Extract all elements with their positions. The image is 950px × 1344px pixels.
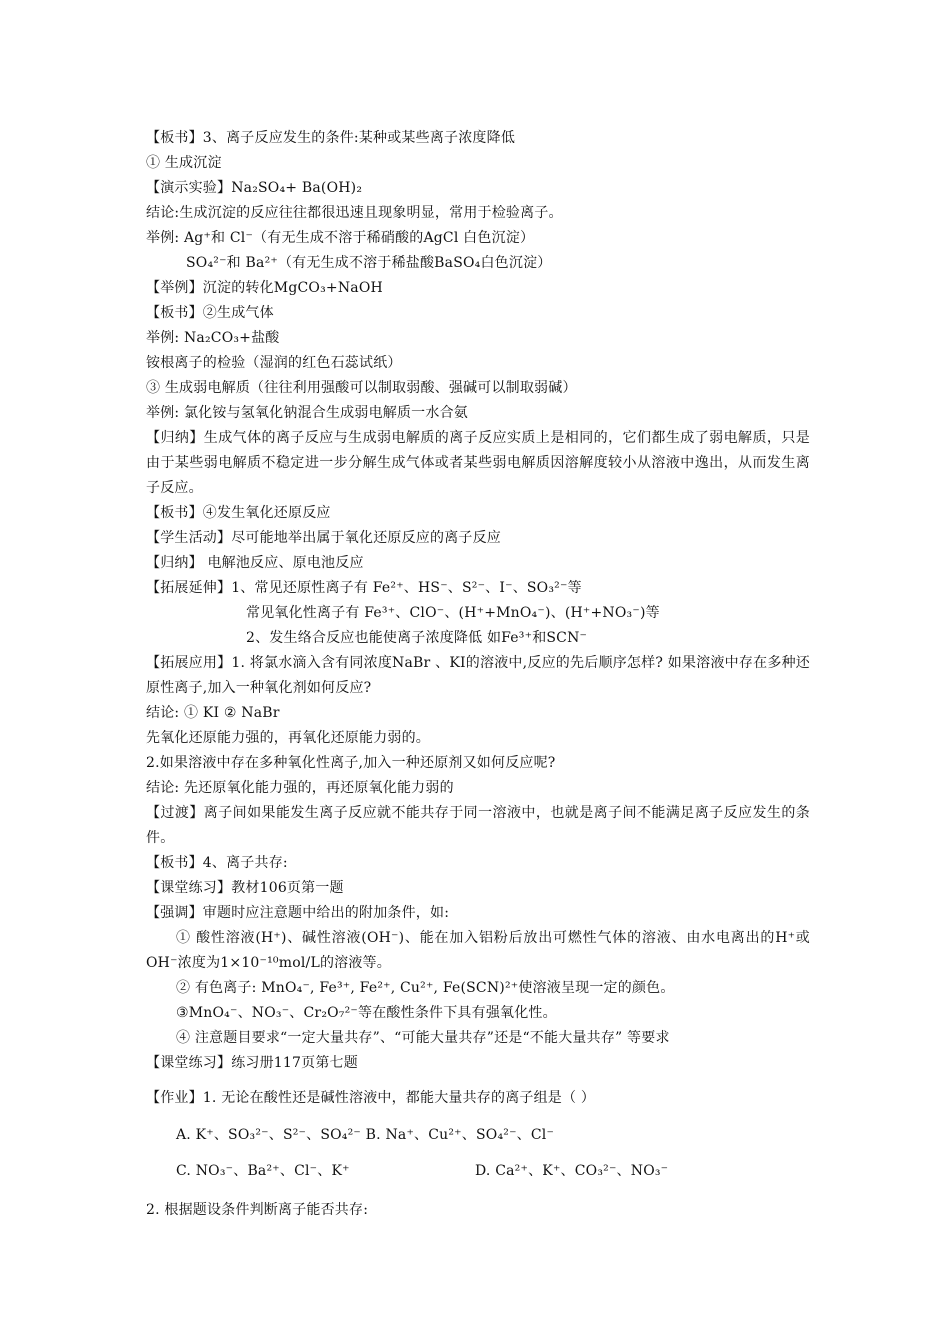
summary-paragraph: 【归纳】生成气体的离子反应与生成弱电解质的离子反应实质上是相同的，它们都生成了弱电解质，只是由于某些弱电解质不稳定进一步分解生成气体或者某些弱电解质因溶解度较小从溶液中逸出，从而发生离子反应。: [146, 430, 810, 496]
board-heading-4: 【板书】4、离子共存:: [146, 855, 288, 871]
board-heading-3: 【板书】3、离子反应发生的条件:某种或某些离子浓度降低: [146, 130, 516, 146]
example-line: 举例: Ag⁺和 Cl⁻（有无生成不溶于稀硝酸的AgCl 白色沉淀）: [146, 230, 535, 246]
extension-line: 常见氧化性离子有 Fe³⁺、ClO⁻、(H⁺+MnO₄⁻)、(H⁺+NO₃⁻)等: [246, 605, 660, 621]
text-line: 先氧化还原能力强的，再氧化还原能力弱的。: [146, 730, 430, 746]
demo-experiment: 【演示实验】Na₂SO₄+ Ba(OH)₂: [146, 180, 363, 196]
condition-paragraph: ① 酸性溶液(H⁺)、碱性溶液(OH⁻)、能在加入铝粉后放出可燃性气体的溶液、由水电离出的H⁺或OH⁻浓度为1×10⁻¹⁰mol/L的溶液等。: [146, 930, 810, 971]
example-heading: 【举例】沉淀的转化MgCO₃+NaOH: [146, 280, 383, 296]
summary-line: 【归纳】 电解池反应、原电池反应: [146, 555, 364, 571]
board-heading: 【板书】②生成气体: [146, 305, 274, 321]
text-line: 铵根离子的检验（湿润的红色石蕊试纸）: [146, 355, 402, 371]
option-d: D. Ca²⁺、K⁺、CO₃²⁻、NO₃⁻: [475, 1163, 669, 1179]
question-line: 2.如果溶液中存在多种氧化性离子,加入一种还原剂又如何反应呢?: [146, 755, 556, 771]
example-line: SO₄²⁻和 Ba²⁺（有无生成不溶于稀盐酸BaSO₄白色沉淀）: [186, 255, 552, 271]
conclusion-line: 结论:生成沉淀的反应往往都很迅速且现象明显，常用于检验离子。: [146, 205, 563, 221]
homework-question-2: 2. 根据题设条件判断离子能否共存:: [146, 1202, 369, 1218]
extension-line: 2、发生络合反应也能使离子浓度降低 如Fe³⁺和SCN⁻: [246, 630, 588, 646]
practice-line: 【课堂练习】教材106页第一题: [146, 880, 344, 896]
conclusion-line: 结论: 先还原氧化能力强的，再还原氧化能力弱的: [146, 780, 454, 796]
transition-paragraph: 【过渡】离子间如果能发生离子反应就不能共存于同一溶液中，也就是离子间不能满足离子反应发生的条件。: [146, 805, 810, 846]
board-heading: 【板书】④发生氧化还原反应: [146, 505, 331, 521]
option-c: C. NO₃⁻、Ba²⁺、Cl⁻、K⁺: [176, 1163, 350, 1179]
application-paragraph: 【拓展应用】1. 将氯水滴入含有同浓度NaBr 、KI的溶液中,反应的先后顺序怎样? 如果溶液中存在多种还原性离子,加入一种氧化剂如何反应?: [146, 655, 810, 696]
condition-line: ③MnO₄⁻、NO₃⁻、Cr₂O₇²⁻等在酸性条件下具有强氧化性。: [176, 1005, 557, 1021]
emphasis-line: 【强调】审题时应注意题中给出的附加条件，如:: [146, 905, 450, 921]
homework-question: 【作业】1. 无论在酸性还是碱性溶液中，都能大量共存的离子组是（ ）: [146, 1090, 596, 1106]
sub-point-weak-electrolyte: ③ 生成弱电解质（往往利用强酸可以制取弱酸、强碱可以制取弱碱）: [146, 380, 577, 396]
practice-line: 【课堂练习】练习册117页第七题: [146, 1055, 358, 1071]
example-line: 举例: Na₂CO₃+盐酸: [146, 330, 280, 346]
condition-line: ② 有色离子: MnO₄⁻, Fe³⁺, Fe²⁺, Cu²⁺, Fe(SCN)²⁺使溶液呈现一定的颜色。: [176, 980, 675, 996]
extension-line: 【拓展延伸】1、常见还原性离子有 Fe²⁺、HS⁻、S²⁻、I⁻、SO₃²⁻等: [146, 580, 582, 596]
option-line-ab: A. K⁺、SO₃²⁻、S²⁻、SO₄²⁻ B. Na⁺、Cu²⁺、SO₄²⁻、Cl⁻: [176, 1127, 555, 1143]
conclusion-line: 结论: ① KI ② NaBr: [146, 705, 280, 721]
condition-line: ④ 注意题目要求“一定大量共存”、“可能大量共存”还是“不能大量共存” 等要求: [176, 1030, 670, 1046]
sub-point-precipitate: ① 生成沉淀: [146, 155, 222, 171]
example-line: 举例: 氯化铵与氢氧化钠混合生成弱电解质一水合氨: [146, 405, 468, 421]
student-activity: 【学生活动】尽可能地举出属于氧化还原反应的离子反应: [146, 530, 501, 546]
